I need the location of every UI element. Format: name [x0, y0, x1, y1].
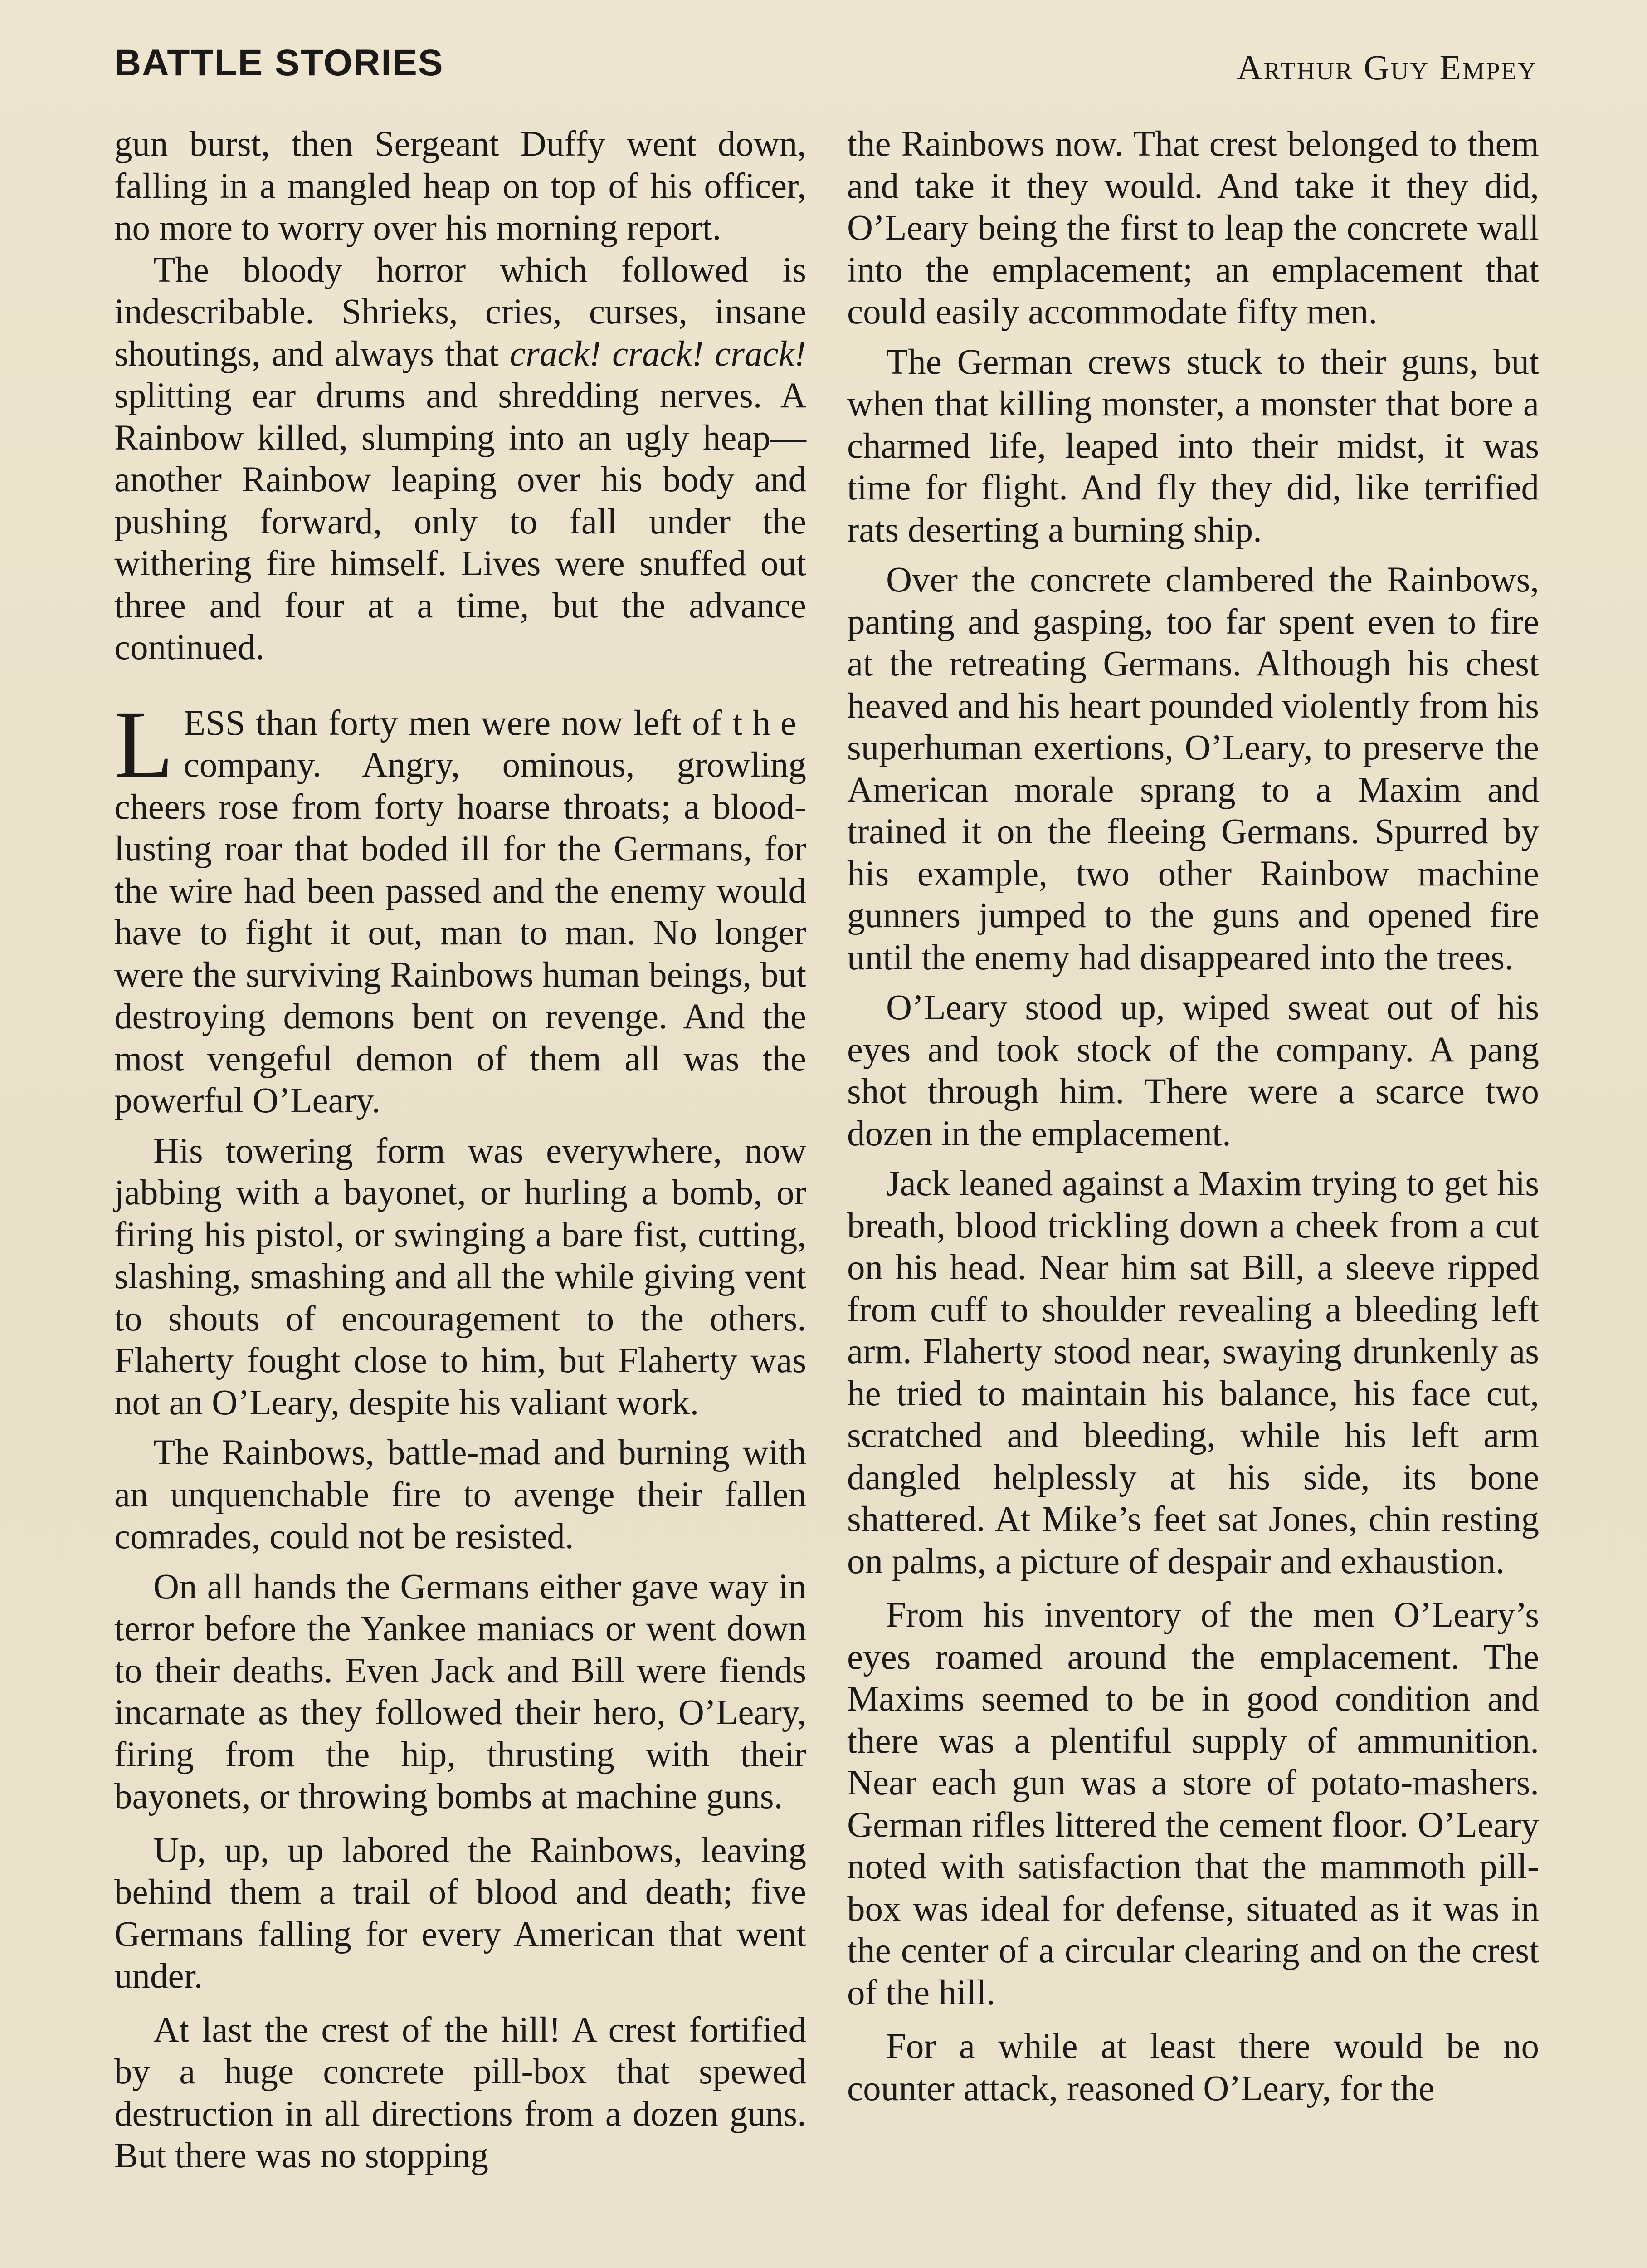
author-name: Arthur Guy Empey	[1237, 48, 1537, 87]
paragraph-text: company. Angry, ominous, growling cheers rose from forty hoarse throats; a blood-lusting roar that boded ill for the Germans, for the wire had been passed and the enemy would have to fight it out, man to man. No longer were the surviving Rainbows human beings, but destroying demons bent on revenge. And the most vengeful demon of them all was the powerful O’Leary.	[114, 745, 806, 1120]
italic-text: crack! crack! crack!	[510, 334, 806, 374]
paragraph: gun burst, then Sergeant Duffy went down, falling in a mangled heap on top of his officer, no more to worry over his morning report.	[114, 124, 806, 248]
paragraph: His towering form was everywhere, now jabbing with a bayonet, or hurling a bomb, or firing his pistol, or swinging a bare fist, cutting, slashing, smashing and all the while giving vent to shouts of encouragement to the others. Flaherty fought close to him, but Flaherty was not an O’Leary, despite his valiant work.	[114, 1131, 806, 1422]
paragraph-drop-cap	[114, 690, 806, 1122]
spaced-word: the	[732, 703, 806, 743]
drop-cap: L	[114, 690, 174, 798]
paragraph	[114, 249, 806, 669]
paragraph: On all hands the Germans either gave way in terror before the Yankee maniacs or went down to their deaths. Even Jack and Bill were fiends incarnate as they followed their hero, O’Leary, firing from the hip, thrusting with their bayonets, or throwing bombs at machine guns.	[114, 1567, 806, 1816]
paragraph: O’Leary stood up, wiped sweat out of his eyes and took stock of the company. A pang shot through him. There were a scarce two dozen in the emplacement.	[847, 988, 1539, 1154]
paragraph: the Rainbows now. That crest belonged to them and take it they would. And take it they did, O’Leary being the first to leap the concrete wall into the emplacement; an emplacement that could easily accommodate fifty men.	[847, 124, 1539, 332]
paragraph: Up, up, up labored the Rainbows, leaving behind them a trail of blood and death; five Germans falling for every American that went under.	[114, 1830, 806, 1996]
paragraph: Over the concrete clambered the Rainbows, panting and gasping, too far spent even to fire at the retreating Germans. Although his chest heaved and his heart pounded violently from his superhuman exertions, O’Leary, to preserve the American morale sprang to a Maxim and trained it on the fleeing Germans. Spurred by his example, two other Rainbow machine gunners jumped to the guns and opened fire until the enemy had disappeared into the trees.	[847, 560, 1539, 978]
paragraph: The German crews stuck to their guns, but when that killing monster, a monster that bore a charmed life, leaped into their midst, it was time for flight. And fly they did, like terrified rats deserting a burning ship.	[847, 342, 1539, 550]
paragraph: From his inventory of the men O’Leary’s eyes roamed around the emplacement. The Maxims seemed to be in good condition and there was a plentiful supply of ammunition. Near each gun was a store of potato-mashers. German rifles littered the cement floor. O’Leary noted with satisfaction that the mammoth pill-box was ideal for defense, situated as it was in the center of a circular clearing and on the crest of the hill.	[847, 1595, 1539, 2013]
paragraph: Jack leaned against a Maxim trying to get his breath, blood trickling down a cheek from a cut on his head. Near him sat Bill, a sleeve ripped from cuff to shoulder revealing a bleeding left arm. Flaherty stood near, swaying drunkenly as he tried to maintain his balance, his face cut, scratched and bleeding, while his left arm dangled helplessly at his side, its bone shattered. At Mike’s feet sat Jones, chin resting on palms, a picture of despair and exhaustion.	[847, 1164, 1539, 1581]
paragraph-text: The bloody horror which followed is indescribable. Shrieks, cries, curses, insane shoutings, and always that	[114, 250, 806, 374]
running-header	[114, 42, 1537, 92]
left-column	[114, 123, 806, 2177]
paragraph: For a while at least there would be no counter attack, reasoned O’Leary, for the	[847, 2027, 1539, 2108]
paragraph: At last the crest of the hill! A crest fortified by a huge concrete pill-box that spewed destruction in all directions from a dozen guns. But there was no stopping	[114, 2010, 806, 2175]
paragraph: The Rainbows, battle-mad and burning with an unquenchable fire to avenge their fallen comrades, could not be resisted.	[114, 1433, 806, 1556]
paragraph-text: splitting ear drums and shredding nerves. A Rainbow killed, slumping into an ugly heap—another Rainbow leaping over his body and pushing forward, only to fall under the withering fire himself. Lives were snuffed out three and four at a time, but the advance continued.	[114, 376, 806, 667]
magazine-title: BATTLE STORIES	[114, 42, 444, 83]
right-column	[847, 123, 1539, 2110]
paragraph-text: ESS than forty men were now left of	[183, 703, 733, 743]
